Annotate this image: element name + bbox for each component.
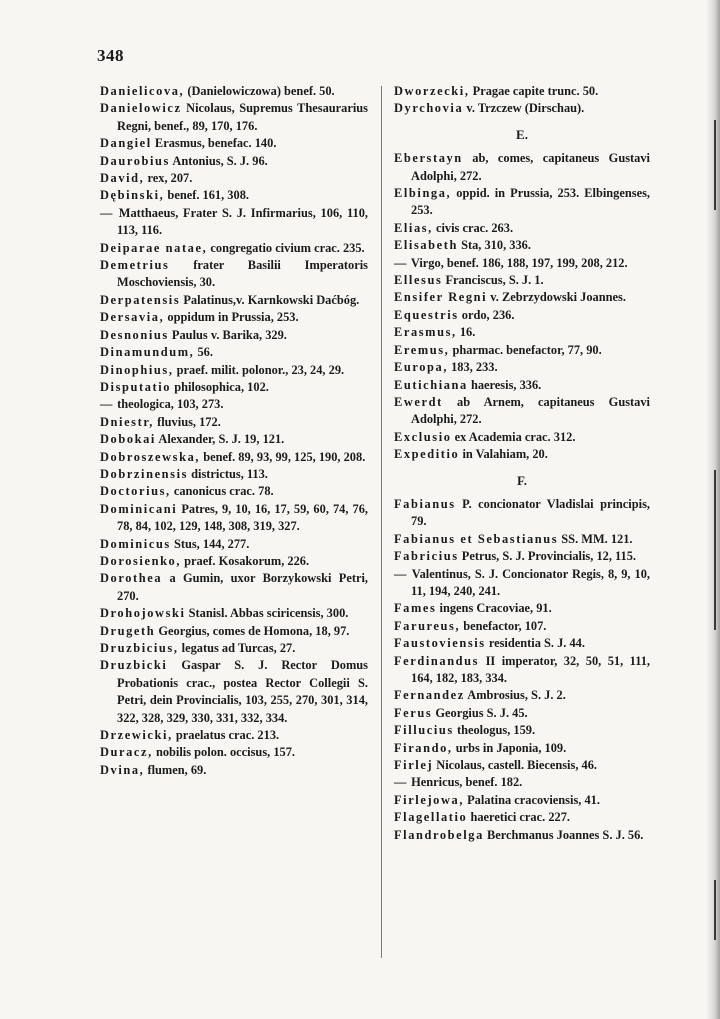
index-headword: Druzbicius, <box>100 641 179 655</box>
index-references: Patres, 9, 10, 16, 17, 59, 60, 74, 76, 78, 84, 102, 129, 148, 308, 319, 327. <box>117 501 368 534</box>
index-entry <box>100 187 368 204</box>
index-entry <box>394 722 650 739</box>
index-headword: Firlej <box>394 758 434 773</box>
index-entry <box>100 605 368 622</box>
index-references: rex, 207. <box>144 171 193 186</box>
index-entry <box>394 377 650 394</box>
index-references: ingens Cracoviae, 91. <box>436 601 552 616</box>
index-entry <box>394 324 650 341</box>
index-headword: Deiparae natae, <box>100 240 208 255</box>
index-headword: Ewerdt <box>394 394 443 409</box>
index-references: Paulus v. Barika, 329. <box>168 327 287 342</box>
index-entry <box>394 548 650 565</box>
index-headword: Derpatensis <box>100 292 181 307</box>
index-headword: — <box>394 566 408 581</box>
index-references: districtus, 113. <box>188 466 268 481</box>
index-headword: Desnonius <box>100 327 169 342</box>
index-entry <box>100 657 368 727</box>
index-entry <box>100 153 368 170</box>
index-headword: Demetrius <box>100 258 170 273</box>
index-entry <box>100 536 368 553</box>
index-references: 56. <box>194 345 213 360</box>
index-references: praelatus crac. 213. <box>172 728 280 743</box>
index-references: urbs in Japonia, 109. <box>452 740 567 755</box>
index-entry <box>100 100 368 135</box>
index-headword: Elisabeth <box>394 238 458 253</box>
index-entry <box>100 327 368 344</box>
index-references: in Valahiam, 20. <box>459 447 548 462</box>
index-entry <box>394 429 650 446</box>
index-references: Henricus, benef. 182. <box>408 775 523 790</box>
index-entry <box>100 292 368 309</box>
index-entry <box>394 792 650 809</box>
index-headword: Fillucius <box>394 723 454 738</box>
index-references: Ambrosius, S. J. 2. <box>464 688 566 703</box>
index-entry <box>394 394 650 429</box>
index-references: pharmac. benefactor, 77, 90. <box>449 342 602 357</box>
index-headword: Eberstayn <box>394 151 463 166</box>
index-entry <box>100 431 368 448</box>
index-headword: Dorothea <box>100 571 163 586</box>
index-headword: Drugeth <box>100 623 156 638</box>
index-headword: — <box>394 775 408 790</box>
index-headword: — <box>394 255 408 270</box>
index-references: Pragae capite trunc. 50. <box>469 84 599 98</box>
section-letter: E. <box>516 126 528 142</box>
index-entry <box>394 827 650 844</box>
index-headword: Erasmus, <box>394 325 457 340</box>
page-edge-shadow <box>706 0 720 1019</box>
index-entry <box>100 727 368 744</box>
page-edge-mark <box>714 120 716 210</box>
index-references: Erasmus, benefac. 140. <box>151 136 277 151</box>
index-headword: Farureus, <box>394 618 461 633</box>
index-references: haeresis, 336. <box>467 377 542 392</box>
page-edge-mark <box>714 470 716 630</box>
index-entry <box>394 635 650 652</box>
index-entry <box>394 618 650 635</box>
index-headword: Fabricius <box>394 549 459 564</box>
index-entry <box>394 237 650 254</box>
index-entry <box>394 342 650 359</box>
index-references: nobilis polon. occisus, 157. <box>152 745 296 760</box>
index-references: benefactor, 107. <box>460 618 547 633</box>
index-references: Franciscus, S. J. 1. <box>442 273 544 288</box>
index-references: 16. <box>456 325 476 340</box>
index-headword: Dniestr, <box>100 414 154 429</box>
index-entry <box>100 570 368 605</box>
index-references: praef. Kosakorum, 226. <box>181 553 310 568</box>
index-headword: Dobrzinensis <box>100 466 189 481</box>
index-entry <box>394 757 650 774</box>
column-divider <box>381 86 382 958</box>
index-references: ordo, 236. <box>458 307 515 322</box>
index-references: fluvius, 172. <box>154 414 221 429</box>
index-headword: Dvina, <box>100 762 145 777</box>
index-headword: Firando, <box>394 740 453 755</box>
index-entry <box>100 640 368 657</box>
page-number: 348 <box>97 46 124 65</box>
index-references: Nicolaus, castell. Biecensis, 46. <box>433 758 598 773</box>
index-references: Georgius, comes de Homona, 18, 97. <box>155 623 350 638</box>
index-references: ex Academia crac. 312. <box>451 429 576 444</box>
index-references: ab Arnem, capitaneus Gustavi Adolphi, 272. <box>411 394 650 427</box>
index-references: benef. 89, 93, 99, 125, 190, 208. <box>200 449 366 464</box>
index-entry <box>394 446 650 463</box>
index-headword: Ensifer Regni <box>394 290 488 305</box>
index-headword: Ferus <box>394 705 433 720</box>
index-entry <box>100 309 368 326</box>
index-headword: Danielicova, <box>100 84 185 98</box>
index-references: 183, 233. <box>448 360 498 375</box>
index-entry <box>100 205 368 240</box>
index-references: theologica, 103, 273. <box>114 397 224 412</box>
index-entry <box>394 150 650 185</box>
index-references: Alexander, S. J. 19, 121. <box>155 432 285 447</box>
index-references: civis crac. 263. <box>432 220 514 235</box>
index-entry <box>394 100 650 117</box>
index-headword: Europa, <box>394 360 449 375</box>
index-headword: Dworzecki, <box>394 84 470 98</box>
index-references: II imperator, 32, 50, 51, 111, 164, 182, 183, 334. <box>411 653 650 685</box>
index-headword: Exclusio <box>394 429 452 444</box>
index-entry <box>100 414 368 431</box>
index-headword: Ferdinandus <box>394 653 480 668</box>
index-references: Stanisl. Abbas sciricensis, 300. <box>185 606 349 621</box>
index-column-left <box>100 83 368 779</box>
index-references: Gaspar S. J. Rector Domus Probationis crac., postea Rector Collegii S. Petri, dein Provincialis, 103, 255, 270, 301, 314, 322, 328, 329, 330, 331, 332, 334. <box>117 658 368 725</box>
index-entry <box>394 496 650 531</box>
index-references: praef. milit. polonor., 23, 24, 29. <box>173 362 345 377</box>
index-references: legatus ad Turcas, 27. <box>178 641 296 655</box>
page-edge-mark <box>714 880 716 940</box>
index-references: Georgius S. J. 45. <box>432 705 528 720</box>
index-references: Nicolaus, Supremus Thesaurarius Regni, benef., 89, 170, 176. <box>117 101 368 133</box>
index-headword: Firlejowa, <box>394 792 465 807</box>
index-headword: Dersavia, <box>100 310 165 325</box>
section-letter: F. <box>517 472 527 488</box>
index-entry <box>394 289 650 306</box>
index-entry <box>394 272 650 289</box>
index-headword: Fames <box>394 601 437 616</box>
index-references: Petrus, S. J. Provincialis, 12, 115. <box>458 549 637 564</box>
index-references: Palatina cracoviensis, 41. <box>464 792 600 807</box>
index-references: flumen, 69. <box>144 762 207 777</box>
index-headword: Duracz, <box>100 745 153 760</box>
index-entry <box>100 362 368 379</box>
index-column-right <box>394 83 650 844</box>
index-entry <box>394 255 650 272</box>
index-headword: Fabianus <box>394 496 456 511</box>
index-entry <box>100 744 368 761</box>
index-references: Palatinus,v. Karnkowski Daćbóg. <box>180 292 360 307</box>
index-headword: Drzewicki, <box>100 728 173 743</box>
index-headword: Dorosienko, <box>100 553 182 568</box>
index-headword: Eremus, <box>394 342 450 357</box>
index-headword: Doctorius, <box>100 484 171 499</box>
index-entry <box>394 600 650 617</box>
index-references: (Danielowiczowa) benef. 50. <box>184 84 335 98</box>
index-references: ab, comes, capitaneus Gustavi Adolphi, 272. <box>411 151 650 183</box>
index-headword: — <box>100 205 114 220</box>
index-references: v. Zebrzydowski Joannes. <box>487 290 626 305</box>
index-entry <box>100 379 368 396</box>
index-references: Valentinus, S. J. Concionator Regis, 8, 9, 10, 11, 194, 240, 241. <box>408 566 650 598</box>
index-headword: Dinamundum, <box>100 345 195 360</box>
index-references: Matthaeus, Frater S. J. Infirmarius, 106, 110, 113, 116. <box>114 205 368 238</box>
index-references: philosophica, 102. <box>171 379 269 394</box>
index-entry <box>100 466 368 483</box>
index-headword: Dangiel <box>100 136 152 151</box>
index-entry <box>100 762 368 779</box>
index-headword: Ellesus <box>394 273 443 288</box>
index-references: v. Trzczew (Dirschau). <box>463 101 585 116</box>
index-entry <box>394 566 650 601</box>
index-entry <box>394 687 650 704</box>
index-entry <box>100 170 368 187</box>
index-references: haeretici crac. 227. <box>467 810 570 825</box>
index-headword: Dobokai <box>100 432 156 447</box>
index-references: oppidum in Prussia, 253. <box>164 310 299 325</box>
index-references: residentia S. J. 44. <box>485 636 585 651</box>
index-headword: Fernandez <box>394 688 465 703</box>
index-headword: Daurobius <box>100 153 170 168</box>
index-headword: Dominicus <box>100 536 171 551</box>
index-headword: Drohojowski <box>100 606 186 621</box>
index-references: canonicus crac. 78. <box>170 484 274 499</box>
index-entry <box>100 344 368 361</box>
index-entry <box>100 483 368 500</box>
index-entry <box>394 185 650 220</box>
index-references: theologus, 159. <box>453 723 536 738</box>
index-headword: Elbinga, <box>394 186 452 201</box>
index-headword: Flandrobelga <box>394 827 484 842</box>
index-references: oppid. in Prussia, 253. Elbingenses, 253. <box>411 186 650 218</box>
index-headword: Dominicani <box>100 501 178 516</box>
index-entry <box>394 653 650 688</box>
index-headword: — <box>100 397 114 412</box>
index-entry <box>100 83 368 100</box>
index-entry <box>394 307 650 324</box>
index-references: P. concionator Vladislai principis, 79. <box>411 496 650 529</box>
index-headword: Eutichiana <box>394 377 468 392</box>
index-references: SS. MM. 121. <box>558 531 633 546</box>
index-entry <box>394 774 650 791</box>
index-headword: Dinophius, <box>100 362 174 377</box>
index-references: frater Basilii Imperatoris Moschoviensis, 30. <box>117 258 368 290</box>
index-headword: Dyrchovia <box>394 101 464 116</box>
index-headword: Dębinski, <box>100 188 165 203</box>
index-headword: David, <box>100 171 145 186</box>
index-headword: Flagellatio <box>394 810 468 825</box>
index-headword: Danielowicz <box>100 101 182 116</box>
index-references: Antonius, S. J. 96. <box>169 153 268 168</box>
index-entry <box>100 396 368 413</box>
index-headword: Fabianus et Sebastianus <box>394 531 559 546</box>
index-entry <box>394 359 650 376</box>
index-entry <box>100 553 368 570</box>
index-entry <box>100 135 368 152</box>
index-headword: Disputatio <box>100 379 172 394</box>
index-references: Stus, 144, 277. <box>170 536 250 551</box>
index-headword: Druzbicki <box>100 658 168 673</box>
index-references: Virgo, benef. 186, 188, 197, 199, 208, 212. <box>408 255 628 270</box>
index-entry <box>100 623 368 640</box>
index-entry <box>100 257 368 292</box>
index-references: Berchmanus Joannes S. J. 56. <box>483 827 644 842</box>
index-entry <box>394 809 650 826</box>
index-entry <box>100 240 368 257</box>
index-headword: Expeditio <box>394 447 460 462</box>
index-entry <box>394 740 650 757</box>
index-references: benef. 161, 308. <box>164 188 249 203</box>
index-entry <box>394 531 650 548</box>
index-entry <box>100 449 368 466</box>
index-entry <box>394 705 650 722</box>
index-headword: Dobroszewska, <box>100 449 201 464</box>
index-references: Sta, 310, 336. <box>457 238 531 253</box>
index-references: a Gumin, uxor Borzykowski Petri, 270. <box>117 571 368 603</box>
index-entry <box>100 501 368 536</box>
index-references: congregatio civium crac. 235. <box>207 240 365 255</box>
index-entry <box>394 220 650 237</box>
index-entry <box>394 83 650 100</box>
index-headword: Elias, <box>394 220 433 235</box>
index-headword: Faustoviensis <box>394 636 486 651</box>
index-headword: Equestris <box>394 307 459 322</box>
